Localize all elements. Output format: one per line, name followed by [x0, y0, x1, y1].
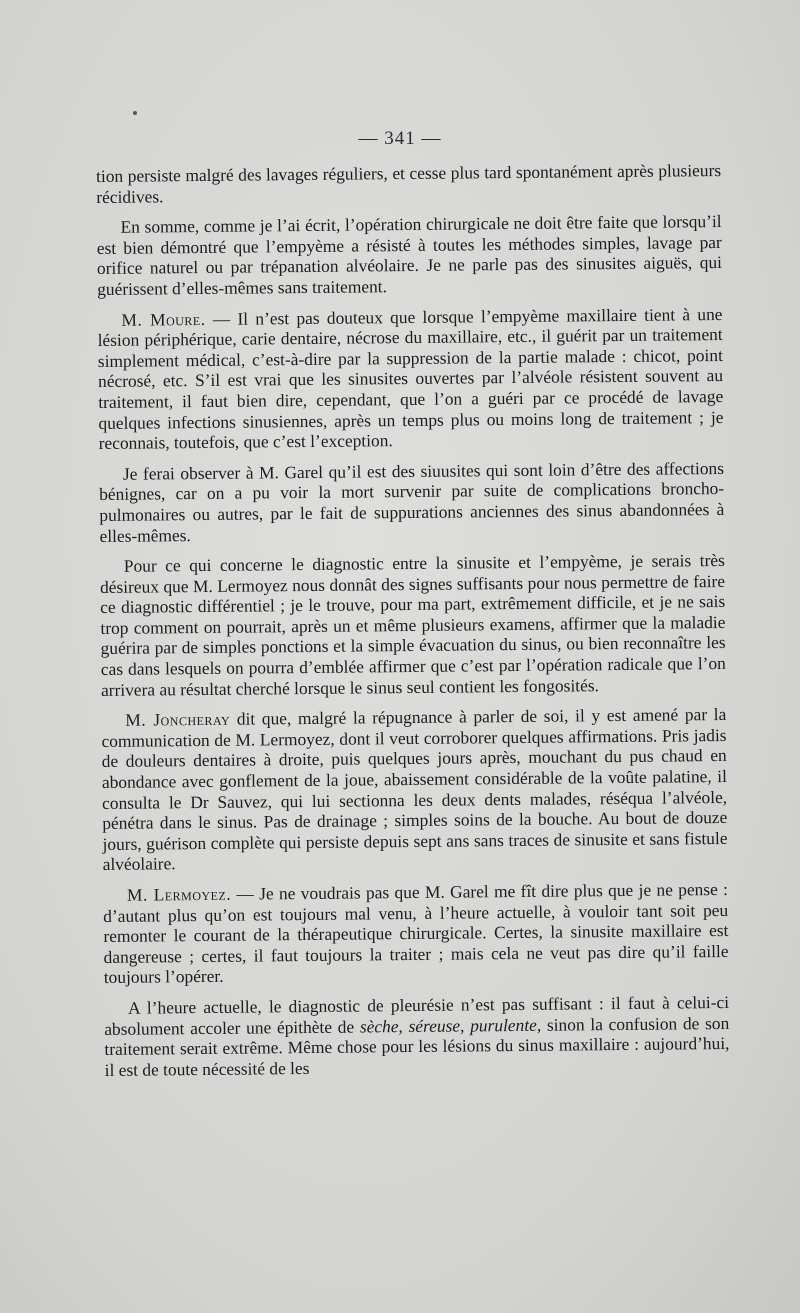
paragraph-text: — Je ne voudrais pas que M. Garel me fît dire plus que je ne pense : d’autant plus qu’on est toujours mal venu, à l’heure actuelle, à vouloir tant soit peu remonter le courant de la thérapeutique chirurgicale. Certes, la sinusite maxillaire est dangereuse ; certes, il faut toujours la traiter ; mais cela ne veut pas dire qu’il faille toujours l’opérer. — [103, 878, 729, 988]
paragraph-text: — Il n’est pas douteux que lorsque l’empyème maxillaire tient à une lésion périphérique, carie dentaire, nécrose du maxillaire, etc., il guérit par un traitement simplement médical, c’est-à-dire par la suppression de la partie malade : chicot, point nécrosé, etc. S’il est vrai que les sinusites ouvertes par l’alvéole résistent souvent au traitement, il faut bien dire, cependant, que l’on a guéri par ce procédé de lavage quelques infections sinusiennes, après un temps plus ou moins long de traitement ; je reconnais, toutefois, que c’est l’exception. — [97, 303, 724, 454]
paragraph-text-continued: sinon la confusion de son traitement serait extrême. Même chose pour les lésions du sinus maxillaire : aujourd’hui, il est de toute nécessité de les — [104, 1012, 730, 1080]
italic-epithets: sèche, séreuse, purulente, — [359, 1014, 542, 1037]
speaker-name: M. Moure. — [121, 308, 206, 330]
paragraph — [96, 160, 721, 207]
paragraph-text: En somme, comme je l’ai écrit, l’opération chirurgicale ne doit être faite que lorsqu’il est bien démontré que l’empyème a résisté à toutes les méthodes simples, lavage par orifice naturel ou par trépanation alvéolaire. Je ne parle pas des sinusites aiguës, qui guérissent d’elles-mêmes sans traitement. — [96, 211, 723, 299]
body-text — [96, 160, 730, 1090]
paragraph-text: Pour ce qui concerne le diagnostic entre la sinusite et l’empyème, je serais très désireux que M. Lermoyez nous donnât des signes suffisants pour nous permettre de faire ce diagnostic différentiel ; je le trouve, pour ma part, extrêmement difficile, et je ne sais trop comment on pourrait, après un et même plusieurs examens, affirmer que la maladie guérira par de simples ponctions et la simple évacuation du sinus, ou bien reconnaître les cas dans lesquels on pourra d’emblée affirmer que c’est par l’opération radicale que l’on arrivera au résultat cherché lorsque le sinus seul contient les fongosités. — [99, 550, 726, 700]
paragraph — [100, 550, 726, 700]
speck-mark — [133, 111, 137, 115]
paragraph-text: Je ferai observer à M. Garel qu’il est des siuusites qui sont loin d’être des affections bénignes, car on a pu voir la mort survenir par suite de complications broncho-pulmonaires ou autres, par le fait de suppurations anciennes des sinus abandonnées à elles-mêmes. — [99, 457, 725, 546]
paragraph-text: dit que, malgré la répugnance à parler de soi, il y est amené par la communication de M. Lermoyez, dont il veut corroborer quelques affirmations. Pris jadis de douleurs dentaires à droite, puis quelques jours après, mouchant du pus chaud en abondance avec gonflement de la joue, abaissement considérable de la voûte palatine, il consulta le Dr Sauvez, qui lui sectionna les deux dents malades, réséqua l’alvéole, pénétra dans le sinus. Pas de drainage ; simples soins de la bouche. Au bout de douze jours, guérison complète qui persiste depuis sept ans sans traces de sinusite et sans fistule alvéolaire. — [101, 704, 728, 875]
page-number: — 341 — — [358, 128, 442, 149]
paragraph — [104, 992, 730, 1080]
paragraph-text: tion persiste malgré des lavages réguliers, et cesse plus tard spontanément après plusieurs récidives. — [96, 160, 722, 207]
paragraph-moure — [97, 304, 723, 454]
paragraph — [99, 458, 725, 546]
speaker-name: M. Joncheray — [125, 708, 231, 730]
paragraph-text: A l’heure actuelle, le diagnostic de pleurésie n’est pas suffisant : il faut à celui-ci absolument accoler une épithète de — [104, 991, 730, 1039]
paragraph — [96, 211, 722, 299]
speaker-name: M. Lermoyez. — [126, 883, 232, 905]
paragraph-joncheray — [101, 704, 728, 875]
paragraph-lermoyez — [103, 879, 729, 988]
